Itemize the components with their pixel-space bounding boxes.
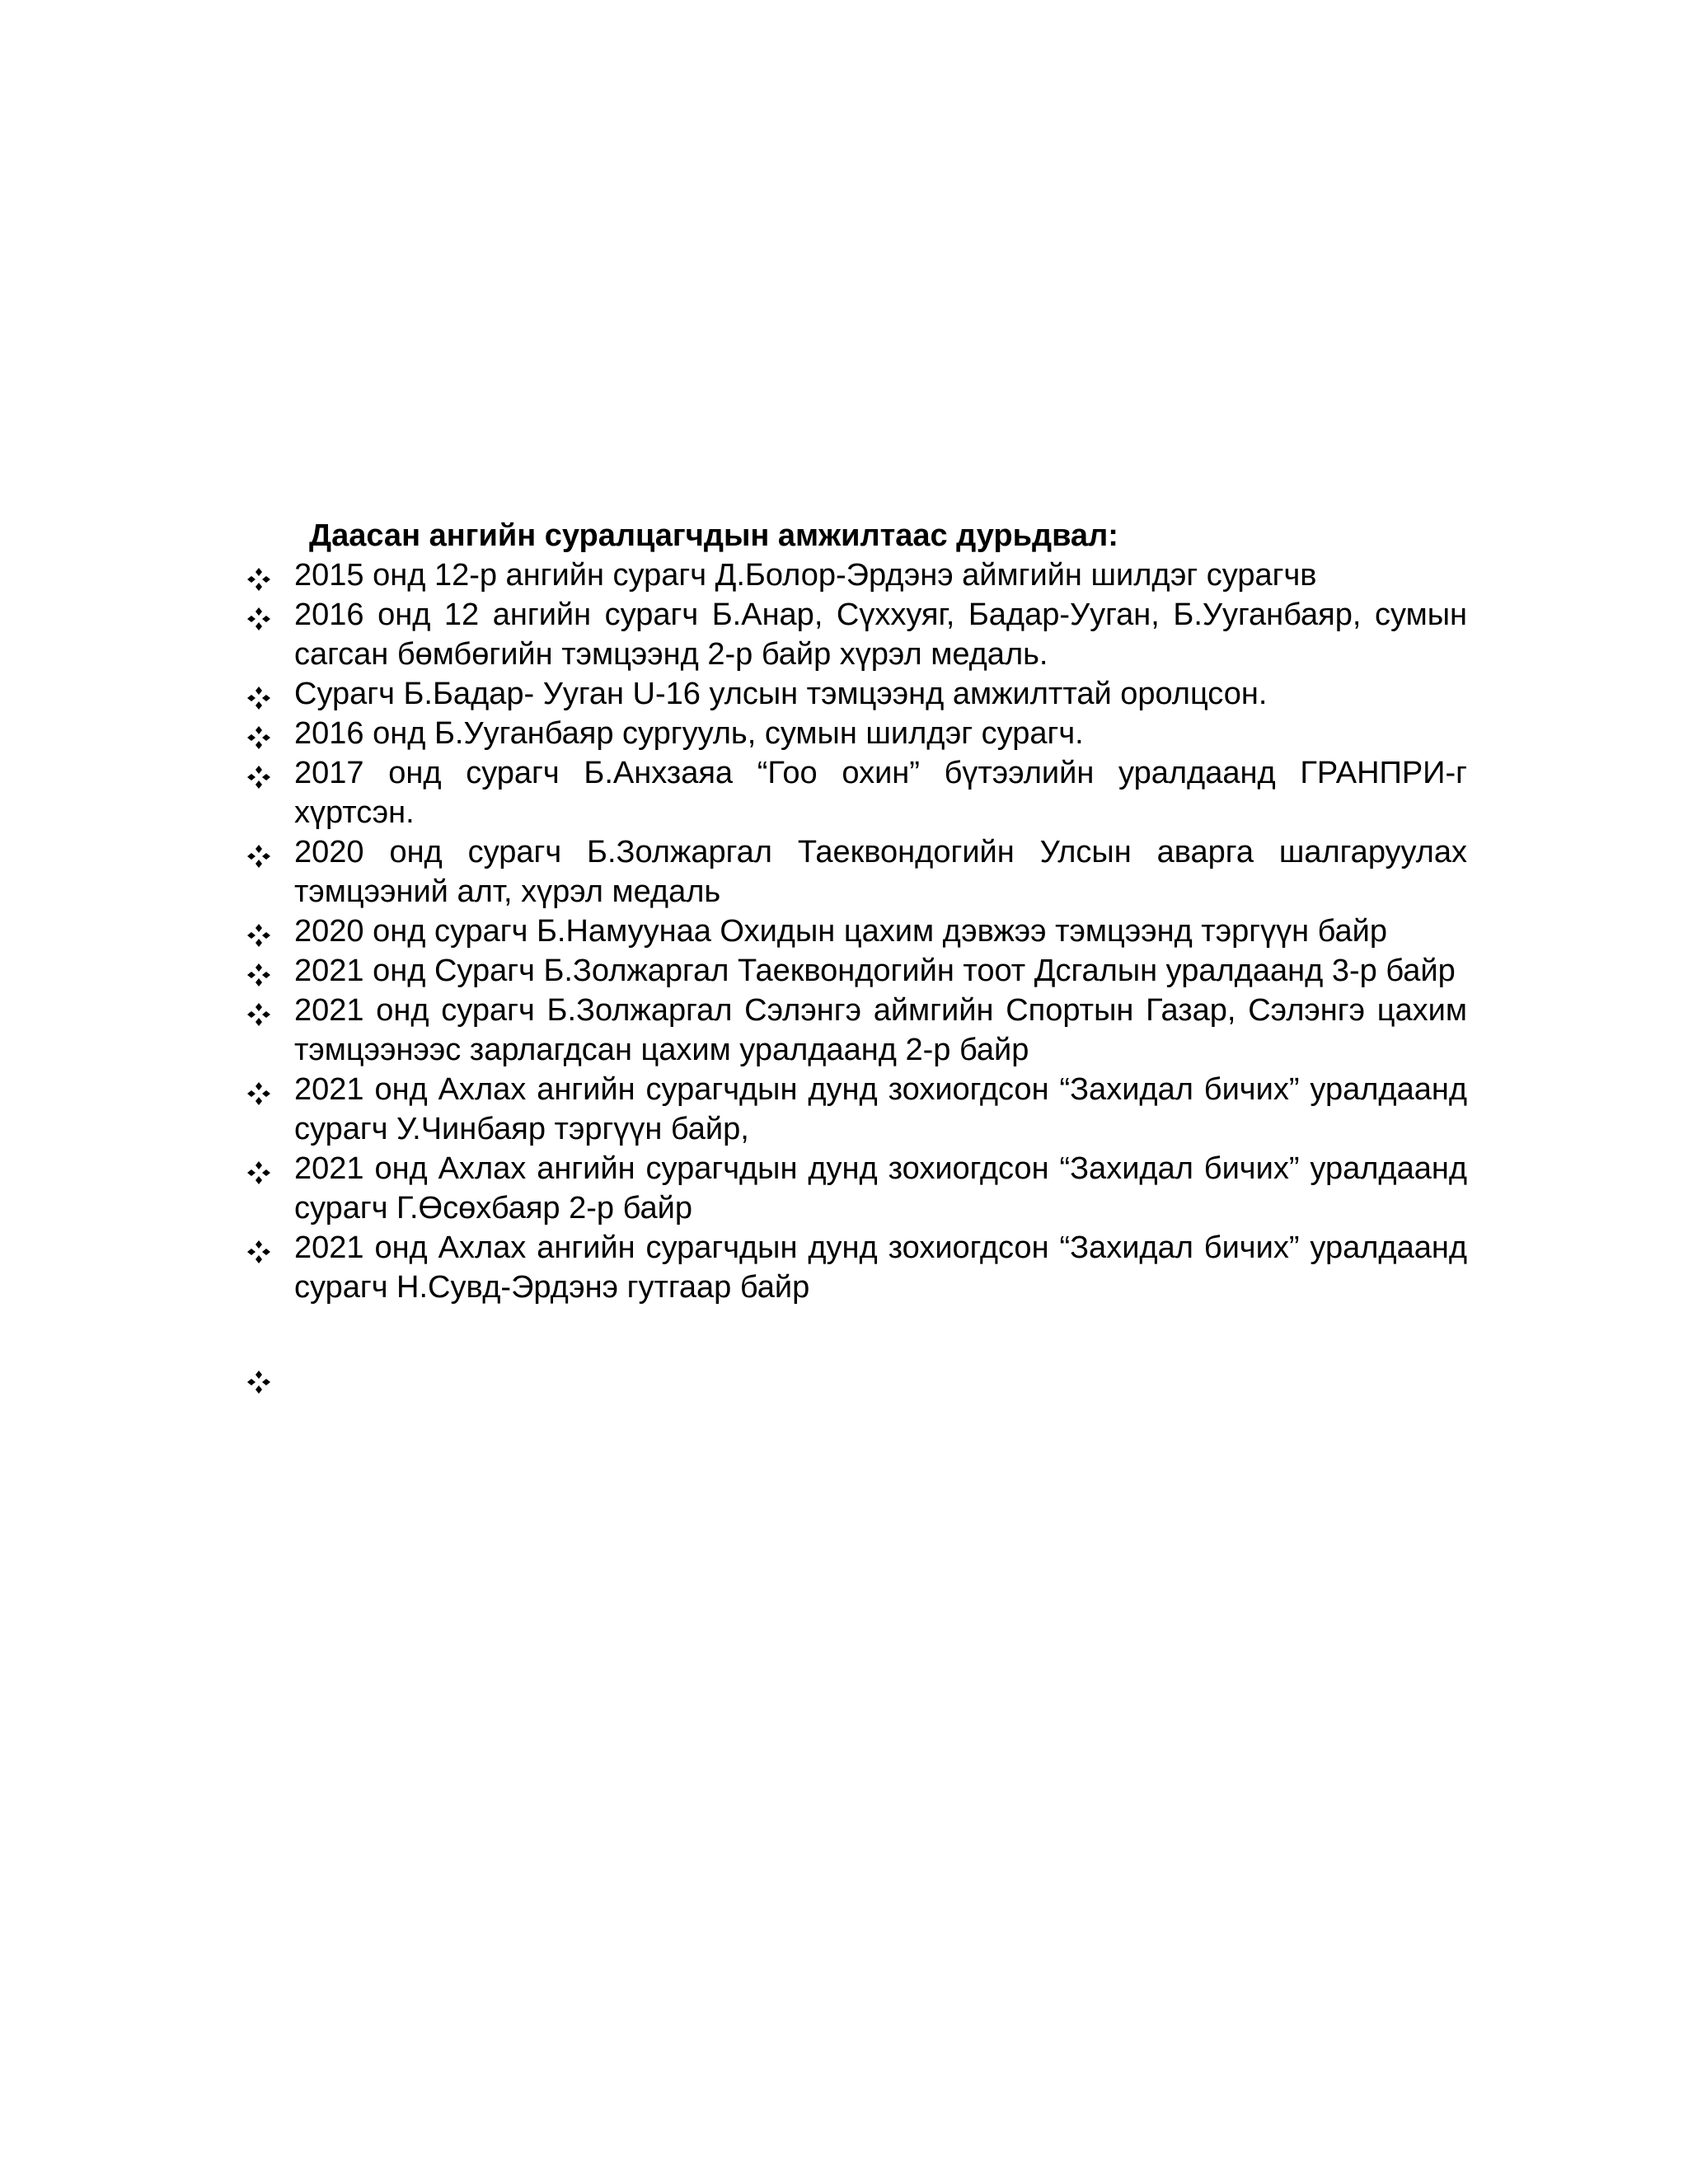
list-item	[243, 912, 1467, 951]
list-item	[243, 753, 1467, 832]
list-item-text: 2016 онд 12 ангийн сурагч Б.Анар, Сүххуяг, Бадар-Ууган, Б.Ууганбаяр, сумын сагсан бөмбөгийн тэмцээнд 2-р байр хүрэл медаль.	[294, 598, 1467, 672]
list-item	[243, 595, 1467, 674]
list-item-text: 2021 онд Ахлах ангийн сурагчдын дунд зохиогдсон “Захидал бичих” уралдаанд сурагч У.Чинбаяр тэргүүн байр,	[294, 1072, 1467, 1146]
list-item	[243, 832, 1467, 912]
document-heading: Даасан ангийн суралцагчдын амжилтаас дурьдвал:	[309, 518, 1118, 553]
four-diamond-bullet-icon	[246, 1160, 271, 1185]
list-item-text: 2020 онд сурагч Б.Намуунаа Охидын цахим дэвжээ тэмцээнд тэргүүн байр	[294, 914, 1388, 949]
four-diamond-bullet-icon	[246, 844, 271, 869]
list-item-text: 2021 онд Ахлах ангийн сурагчдын дунд зохиогдсон “Захидал бичих” уралдаанд сурагч Н.Сувд-Эрдэнэ гутгаар байр	[294, 1230, 1467, 1305]
four-diamond-bullet-icon	[246, 725, 271, 750]
list-item	[243, 951, 1467, 991]
four-diamond-bullet-icon	[246, 923, 271, 948]
four-diamond-bullet-icon	[246, 1370, 271, 1394]
four-diamond-bullet-icon	[246, 607, 271, 631]
list-item	[243, 714, 1467, 753]
four-diamond-bullet-icon	[246, 963, 271, 987]
list-item-text: 2021 онд Сурагч Б.Золжаргал Таеквондогийн тоот Дсгалын уралдаанд 3-р байр	[294, 954, 1456, 988]
four-diamond-bullet-icon	[246, 1002, 271, 1027]
list-item-text: 2015 онд 12-р ангийн сурагч Д.Болор-Эрдэнэ аймгийн шилдэг сурагчв	[294, 558, 1317, 593]
empty-list-item	[243, 1358, 276, 1398]
list-item	[243, 1070, 1467, 1149]
list-item-text: 2017 онд сурагч Б.Анхзаяа “Гоо охин” бүтээлийн уралдаанд ГРАНПРИ-г хүртсэн.	[294, 756, 1467, 830]
list-item-text: Сурагч Б.Бадар- Ууган U-16 улсын тэмцээнд амжилттай оролцсон.	[294, 677, 1268, 711]
list-item	[243, 555, 1467, 595]
list-item	[243, 1149, 1467, 1228]
four-diamond-bullet-icon	[246, 765, 271, 790]
four-diamond-bullet-icon	[246, 567, 271, 592]
list-item-text: 2016 онд Б.Ууганбаяр сургууль, сумын шилдэг сурагч.	[294, 716, 1084, 751]
list-item	[243, 674, 1467, 714]
four-diamond-bullet-icon	[246, 1081, 271, 1106]
achievements-list	[243, 555, 1467, 1307]
list-item-text: 2020 онд сурагч Б.Золжаргал Таеквондогийн Улсын аварга шалгаруулах тэмцээний алт, хүрэл медаль	[294, 835, 1467, 909]
list-item-text: 2021 онд Ахлах ангийн сурагчдын дунд зохиогдсон “Захидал бичих” уралдаанд сурагч Г.Өсөхбаяр 2-р байр	[294, 1151, 1467, 1226]
four-diamond-bullet-icon	[246, 686, 271, 710]
list-item-text: 2021 онд сурагч Б.Золжаргал Сэлэнгэ аймгийн Спортын Газар, Сэлэнгэ цахим тэмцээнээс зарлагдсан цахим уралдаанд 2-р байр	[294, 993, 1467, 1067]
list-item	[243, 1228, 1467, 1307]
four-diamond-bullet-icon	[246, 1240, 271, 1264]
list-item	[243, 991, 1467, 1070]
